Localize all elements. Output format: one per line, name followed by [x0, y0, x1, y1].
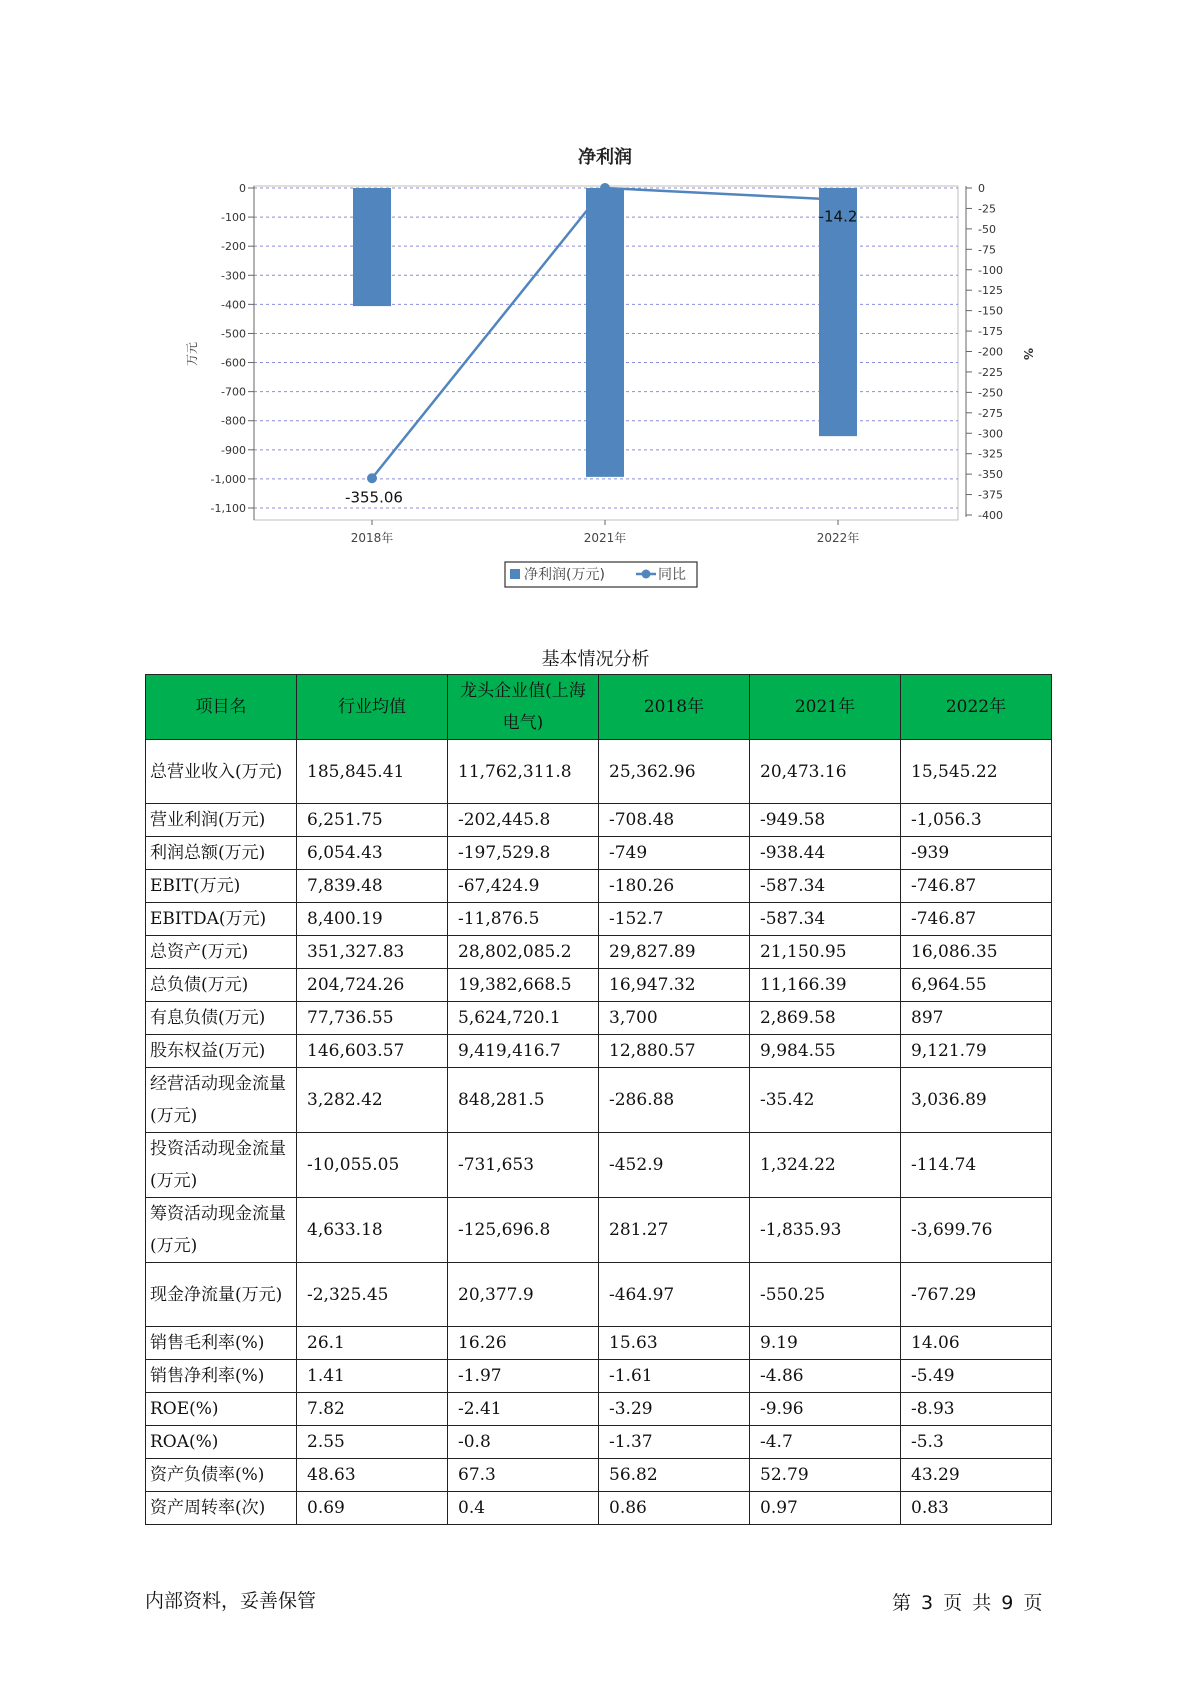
row-label-cell: ROE(%) [146, 1393, 297, 1426]
value-cell: -949.58 [750, 804, 901, 837]
row-label-cell: 资产负债率(%) [146, 1459, 297, 1492]
value-cell: -2.41 [448, 1393, 599, 1426]
left-tick-label: -400 [221, 298, 246, 312]
value-cell: 11,166.39 [750, 969, 901, 1002]
value-cell: -180.26 [599, 870, 750, 903]
value-cell: -939 [901, 837, 1052, 870]
header-2022: 2022年 [901, 675, 1052, 740]
value-cell: -9.96 [750, 1393, 901, 1426]
value-cell: -197,529.8 [448, 837, 599, 870]
table-row [146, 1492, 1052, 1525]
value-cell: -4.86 [750, 1360, 901, 1393]
value-cell: 19,382,668.5 [448, 969, 599, 1002]
left-tick-label: -800 [221, 414, 246, 428]
right-tick-label: -200 [978, 345, 1003, 359]
value-cell: 56.82 [599, 1459, 750, 1492]
table-row [146, 870, 1052, 903]
left-tick-label: -700 [221, 385, 246, 399]
row-label-cell: 筹资活动现金流量(万元) [146, 1198, 297, 1263]
value-cell: -152.7 [599, 903, 750, 936]
value-cell: -746.87 [901, 903, 1052, 936]
value-cell: -10,055.05 [297, 1133, 448, 1198]
row-label-cell: 总负债(万元) [146, 969, 297, 1002]
value-cell: 16,947.32 [599, 969, 750, 1002]
value-cell: 1.41 [297, 1360, 448, 1393]
value-cell: 0.86 [599, 1492, 750, 1525]
value-cell: -731,653 [448, 1133, 599, 1198]
value-cell: 0.4 [448, 1492, 599, 1525]
table-row [146, 936, 1052, 969]
legend-swatch-point [642, 570, 651, 579]
row-label-cell: 有息负债(万元) [146, 1002, 297, 1035]
value-cell: 1,324.22 [750, 1133, 901, 1198]
row-label-cell: 资产周转率(次) [146, 1492, 297, 1525]
value-cell: -767.29 [901, 1263, 1052, 1327]
value-cell: -708.48 [599, 804, 750, 837]
table-row [146, 1459, 1052, 1492]
value-cell: 25,362.96 [599, 740, 750, 804]
value-cell: -202,445.8 [448, 804, 599, 837]
value-cell: 146,603.57 [297, 1035, 448, 1068]
legend-label-net-profit: 净利润(万元) [524, 567, 605, 583]
value-cell: 5,624,720.1 [448, 1002, 599, 1035]
value-cell: 9,121.79 [901, 1035, 1052, 1068]
value-cell: 28,802,085.2 [448, 936, 599, 969]
value-cell: 3,700 [599, 1002, 750, 1035]
table-row [146, 1327, 1052, 1360]
value-cell: 9.19 [750, 1327, 901, 1360]
right-tick-label: -25 [978, 202, 996, 216]
value-cell: 897 [901, 1002, 1052, 1035]
value-cell: 15.63 [599, 1327, 750, 1360]
value-cell: 9,984.55 [750, 1035, 901, 1068]
legend-label-yoy: 同比 [658, 567, 686, 583]
left-tick-label: -1,000 [210, 472, 246, 486]
value-cell: 4,633.18 [297, 1198, 448, 1263]
value-cell: 12,880.57 [599, 1035, 750, 1068]
row-label-cell: 销售净利率(%) [146, 1360, 297, 1393]
right-tick-label: -325 [978, 447, 1003, 461]
bar-net-profit [586, 188, 624, 477]
value-cell: 848,281.5 [448, 1068, 599, 1133]
header-item-name: 项目名 [146, 675, 297, 740]
right-tick-label: -50 [978, 222, 996, 236]
left-tick-label: -1,100 [210, 502, 246, 515]
value-cell: 0.83 [901, 1492, 1052, 1525]
value-cell: 15,545.22 [901, 740, 1052, 804]
header-industry-avg: 行业均值 [297, 675, 448, 740]
right-tick-label: -400 [978, 509, 1003, 522]
value-cell: 16.26 [448, 1327, 599, 1360]
header-2021: 2021年 [750, 675, 901, 740]
left-tick-label: -500 [221, 327, 246, 341]
row-label-cell: 总资产(万元) [146, 936, 297, 969]
chart-title: 净利润 [578, 147, 632, 168]
value-cell: 14.06 [901, 1327, 1052, 1360]
table-row [146, 903, 1052, 936]
footer-page-number: 第 3 页 共 9 页 [892, 1592, 1043, 1614]
value-cell: 6,054.43 [297, 837, 448, 870]
row-label-cell: EBITDA(万元) [146, 903, 297, 936]
right-tick-label: -150 [978, 304, 1003, 318]
value-cell: -5.49 [901, 1360, 1052, 1393]
right-tick-label: -75 [978, 243, 996, 257]
value-cell: 7.82 [297, 1393, 448, 1426]
right-tick-label: -100 [978, 263, 1003, 277]
value-cell: -550.25 [750, 1263, 901, 1327]
value-cell: -0.8 [448, 1426, 599, 1459]
value-cell: 3,282.42 [297, 1068, 448, 1133]
value-cell: -8.93 [901, 1393, 1052, 1426]
legend-swatch-bar [510, 569, 520, 579]
value-cell: 29,827.89 [599, 936, 750, 969]
table-row [146, 740, 1052, 804]
table-row [146, 1133, 1052, 1198]
right-tick-label: -250 [978, 386, 1003, 400]
table-row [146, 1393, 1052, 1426]
row-label-cell: 销售毛利率(%) [146, 1327, 297, 1360]
value-cell: -286.88 [599, 1068, 750, 1133]
value-cell: 6,251.75 [297, 804, 448, 837]
value-cell: 52.79 [750, 1459, 901, 1492]
table-row [146, 969, 1052, 1002]
table-row [146, 1035, 1052, 1068]
value-cell: 204,724.26 [297, 969, 448, 1002]
value-cell: -3,699.76 [901, 1198, 1052, 1263]
value-cell: -3.29 [599, 1393, 750, 1426]
value-cell: 20,377.9 [448, 1263, 599, 1327]
right-axis-label: % [1021, 347, 1035, 361]
value-cell: 21,150.95 [750, 936, 901, 969]
value-cell: -1,056.3 [901, 804, 1052, 837]
basic-analysis-table [145, 674, 1052, 1525]
value-cell: -1,835.93 [750, 1198, 901, 1263]
table-caption: 基本情况分析 [541, 649, 650, 670]
value-cell: -749 [599, 837, 750, 870]
net-profit-chart [0, 0, 1191, 600]
row-label-cell: 经营活动现金流量(万元) [146, 1068, 297, 1133]
value-cell: 43.29 [901, 1459, 1052, 1492]
value-cell: 26.1 [297, 1327, 448, 1360]
value-cell: -1.97 [448, 1360, 599, 1393]
table-body [146, 740, 1052, 1525]
yoy-data-label: -355.06 [345, 488, 403, 507]
value-cell: -464.97 [599, 1263, 750, 1327]
value-cell: -746.87 [901, 870, 1052, 903]
value-cell: -11,876.5 [448, 903, 599, 936]
footer-confidential-note: 内部资料，妥善保管 [145, 1590, 317, 1612]
left-tick-label: -200 [221, 240, 246, 254]
row-label-cell: 股东权益(万元) [146, 1035, 297, 1068]
header-2018: 2018年 [599, 675, 750, 740]
table-row [146, 1002, 1052, 1035]
value-cell: 2,869.58 [750, 1002, 901, 1035]
header-leader-value: 龙头企业值(上海电气) [448, 675, 599, 740]
value-cell: 185,845.41 [297, 740, 448, 804]
right-tick-label: -225 [978, 365, 1003, 379]
bar-net-profit [353, 188, 391, 306]
table-row [146, 1263, 1052, 1327]
value-cell: -938.44 [750, 837, 901, 870]
table-row [146, 804, 1052, 837]
right-tick-label: -350 [978, 468, 1003, 482]
right-tick-label: -375 [978, 488, 1003, 502]
left-tick-label: 0 [239, 182, 246, 195]
value-cell: -125,696.8 [448, 1198, 599, 1263]
row-label-cell: EBIT(万元) [146, 870, 297, 903]
yoy-point [833, 195, 843, 205]
value-cell: 11,762,311.8 [448, 740, 599, 804]
value-cell: -587.34 [750, 870, 901, 903]
right-tick-label: 0 [978, 182, 985, 195]
value-cell: -35.42 [750, 1068, 901, 1133]
yoy-point [600, 183, 610, 193]
value-cell: 77,736.55 [297, 1002, 448, 1035]
table-row [146, 1068, 1052, 1133]
table-row [146, 1426, 1052, 1459]
x-tick-label: 2021年 [583, 531, 627, 545]
value-cell: -67,424.9 [448, 870, 599, 903]
table-header-row [146, 675, 1052, 740]
left-tick-label: -900 [221, 443, 246, 457]
value-cell: 281.27 [599, 1198, 750, 1263]
right-tick-label: -275 [978, 406, 1003, 420]
value-cell: -1.61 [599, 1360, 750, 1393]
value-cell: 16,086.35 [901, 936, 1052, 969]
value-cell: -1.37 [599, 1426, 750, 1459]
row-label-cell: ROA(%) [146, 1426, 297, 1459]
value-cell: -2,325.45 [297, 1263, 448, 1327]
value-cell: -587.34 [750, 903, 901, 936]
right-tick-label: -175 [978, 325, 1003, 339]
value-cell: 20,473.16 [750, 740, 901, 804]
table-row [146, 1360, 1052, 1393]
value-cell: 351,327.83 [297, 936, 448, 969]
left-tick-label: -300 [221, 269, 246, 283]
value-cell: -452.9 [599, 1133, 750, 1198]
left-tick-label: -100 [221, 211, 246, 225]
value-cell: 2.55 [297, 1426, 448, 1459]
value-cell: -5.3 [901, 1426, 1052, 1459]
value-cell: 8,400.19 [297, 903, 448, 936]
row-label-cell: 总营业收入(万元) [146, 740, 297, 804]
right-tick-label: -300 [978, 427, 1003, 441]
row-label-cell: 营业利润(万元) [146, 804, 297, 837]
row-label-cell: 投资活动现金流量(万元) [146, 1133, 297, 1198]
value-cell: 3,036.89 [901, 1068, 1052, 1133]
x-tick-label: 2022年 [816, 531, 860, 545]
table-row [146, 837, 1052, 870]
value-cell: 0.97 [750, 1492, 901, 1525]
value-cell: 7,839.48 [297, 870, 448, 903]
row-label-cell: 利润总额(万元) [146, 837, 297, 870]
value-cell: -4.7 [750, 1426, 901, 1459]
value-cell: 6,964.55 [901, 969, 1052, 1002]
yoy-data-label: -14.2 [818, 207, 858, 226]
row-label-cell: 现金净流量(万元) [146, 1263, 297, 1327]
left-tick-label: -600 [221, 356, 246, 370]
value-cell: 67.3 [448, 1459, 599, 1492]
table-row [146, 1198, 1052, 1263]
right-tick-label: -125 [978, 284, 1003, 298]
value-cell: 48.63 [297, 1459, 448, 1492]
yoy-point [367, 473, 377, 483]
value-cell: 9,419,416.7 [448, 1035, 599, 1068]
value-cell: -114.74 [901, 1133, 1052, 1198]
value-cell: 0.69 [297, 1492, 448, 1525]
left-axis-label: 万元 [185, 341, 199, 367]
x-tick-label: 2018年 [350, 531, 394, 545]
